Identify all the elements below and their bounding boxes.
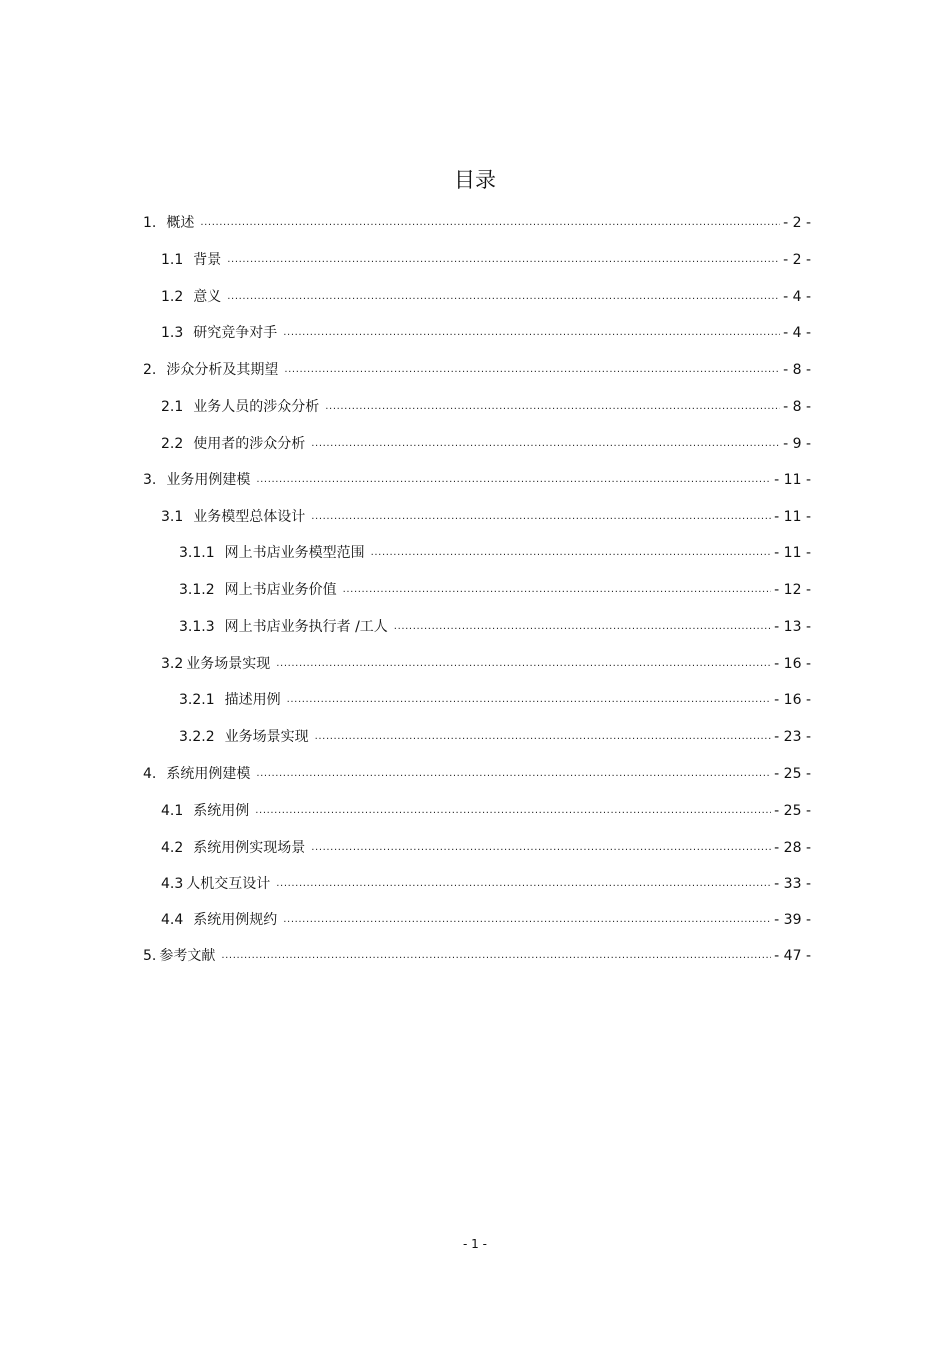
toc-entry-number: 4.4 [161,912,184,928]
toc-dot-leader [256,473,771,487]
toc-dot-leader [284,363,780,377]
toc-dot-leader [311,841,771,855]
toc-dot-leader [311,510,771,524]
toc-entry[interactable] [161,431,811,453]
toc-entry-label: 业务场景实现 [224,729,309,745]
toc-entry-label: 人机交互设计 [186,876,271,892]
toc-dot-leader [283,326,780,340]
toc-entry-number: 4.1 [161,803,184,819]
toc-entry-page: - 8 - [783,399,811,415]
toc-entry-label: 业务用例建模 [166,472,251,488]
toc-entry-page: - 8 - [783,362,811,378]
toc-dot-leader [227,253,780,267]
toc-entry-number: 3.2 [161,656,184,672]
toc-dot-leader [283,913,771,927]
toc-entry-number: 3.1.3 [179,619,215,635]
toc-dot-leader [200,216,780,230]
toc-entry-page: - 33 - [774,876,811,892]
toc-entry-number: 3.2.2 [179,729,215,745]
toc-entry-label: 意义 [193,289,222,305]
toc-entry-number: 4.3 [161,876,184,892]
toc-dot-leader [343,583,772,597]
toc-entry[interactable] [143,467,811,489]
toc-entry[interactable] [179,724,811,746]
toc-dot-leader [276,877,771,891]
toc-entry-number: 4.2 [161,840,184,856]
page-title: 目录 [454,168,496,192]
toc-entry-page: - 9 - [783,436,811,452]
toc-entry-label: 研究竞争对手 [193,325,278,341]
toc-entry[interactable] [161,835,811,857]
toc-entry[interactable] [143,761,811,783]
toc-dot-leader [256,767,771,781]
toc-entry-number: 1.3 [161,325,184,341]
toc-dot-leader [371,546,772,560]
toc-dot-leader [311,437,780,451]
toc-entry-page: - 11 - [774,545,811,561]
toc-entry[interactable] [161,284,811,306]
toc-entry-label: 涉众分析及其期望 [166,362,279,378]
toc-entry-page: - 2 - [783,252,811,268]
toc-entry-number: 2.1 [161,399,184,415]
toc-entry-number: 3. [143,472,157,488]
toc-entry-number: 3.2.1 [179,692,215,708]
toc-entry-page: - 4 - [783,289,811,305]
toc-entry-page: - 25 - [774,766,811,782]
toc-entry-label: 使用者的涉众分析 [193,436,306,452]
toc-entry-page: - 47 - [774,948,811,964]
toc-entry-number: 3.1.2 [179,582,215,598]
toc-entry-page: - 28 - [774,840,811,856]
toc-entry-number: 3.1.1 [179,545,215,561]
toc-entry-label: 背景 [193,252,222,268]
toc-entry[interactable] [161,247,811,269]
toc-dot-leader [315,730,772,744]
toc-entry-label: 网上书店业务价值 [224,582,337,598]
toc-entry-label: 概述 [166,215,195,231]
toc-entry-label: 描述用例 [224,692,281,708]
toc-entry-label: 系统用例建模 [166,766,251,782]
toc-entry-page: - 11 - [774,472,811,488]
toc-entry-page: - 23 - [774,729,811,745]
toc-dot-leader [394,620,771,634]
toc-entry-label: 系统用例规约 [193,912,278,928]
toc-entry[interactable] [179,577,811,599]
toc-entry[interactable] [179,687,811,709]
toc-entry-label: 业务模型总体设计 [193,509,306,525]
toc-entry[interactable] [161,907,811,929]
toc-entry-page: - 11 - [774,509,811,525]
toc-entry-label: 系统用例实现场景 [193,840,306,856]
toc-entry-label: 业务场景实现 [186,656,271,672]
toc-entry-label: 网上书店业务模型范围 [224,545,365,561]
toc-dot-leader [287,693,772,707]
toc-dot-leader [221,949,771,963]
toc-entry[interactable] [161,651,811,673]
toc-entry-label: 业务人员的涉众分析 [193,399,320,415]
toc-entry[interactable] [179,614,811,636]
toc-entry[interactable] [161,320,811,342]
toc-entry-number: 5. [143,948,157,964]
toc-entry[interactable] [161,504,811,526]
toc-entry[interactable] [143,357,811,379]
toc-entry[interactable] [161,394,811,416]
toc-entry[interactable] [161,798,811,820]
toc-entry-page: - 4 - [783,325,811,341]
toc-entry-label: 参考文献 [159,948,216,964]
toc-entry[interactable] [143,210,811,232]
toc-entry-page: - 12 - [774,582,811,598]
toc-entry[interactable] [161,871,811,893]
toc-entry-number: 1.2 [161,289,184,305]
toc-entry-number: 2. [143,362,157,378]
toc-entry[interactable] [143,943,811,965]
toc-dot-leader [227,290,780,304]
toc-entry-number: 3.1 [161,509,184,525]
toc-entry[interactable] [179,540,811,562]
toc-entry-number: 1. [143,215,157,231]
toc-entry-page: - 16 - [774,656,811,672]
toc-entry-label: 网上书店业务执行者 /工人 [224,619,388,635]
toc-entry-page: - 25 - [774,803,811,819]
toc-entry-page: - 13 - [774,619,811,635]
toc-dot-leader [276,657,771,671]
toc-dot-leader [325,400,780,414]
toc-entry-label: 系统用例 [193,803,250,819]
toc-dot-leader [255,804,771,818]
toc-entry-number: 1.1 [161,252,184,268]
toc-entry-page: - 16 - [774,692,811,708]
toc-entry-page: - 39 - [774,912,811,928]
page-number: - 1 - [463,1237,487,1251]
toc-entry-number: 2.2 [161,436,184,452]
toc-entry-page: - 2 - [783,215,811,231]
toc-entry-number: 4. [143,766,157,782]
